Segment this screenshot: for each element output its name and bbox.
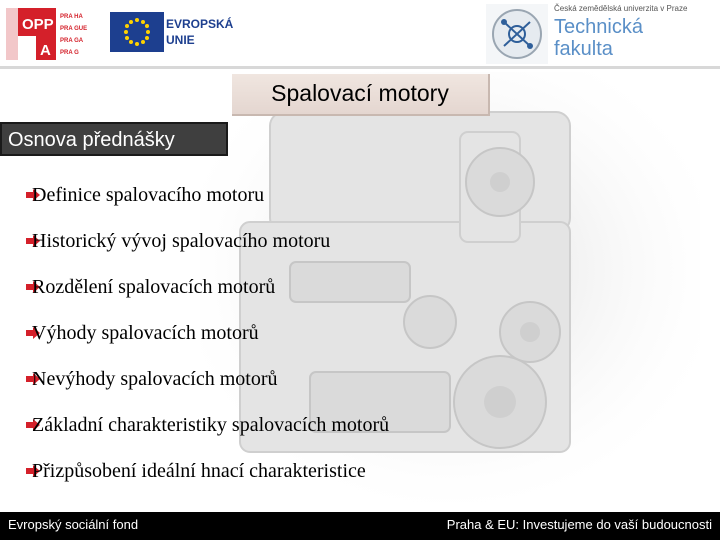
faculty-name-line-1: Technická — [554, 16, 643, 38]
bullet-text: Základní charakteristiky spalovacích motorů — [32, 414, 390, 436]
opp-logo-text-2: A — [40, 42, 51, 59]
prague-logo-text-4: PRA G — [60, 50, 79, 56]
bullet-text: Přizpůsobení ideální hnací charakteristice — [32, 460, 366, 482]
bullet-text: Historický vývoj spalovacího motoru — [32, 230, 331, 252]
slide-title: Spalovací motory — [271, 80, 449, 106]
prague-logo-text-3: PRA GA — [60, 38, 84, 44]
technicka-fakulta-logo — [484, 2, 716, 66]
faculty-emblem-icon — [486, 4, 548, 64]
section-header: Osnova přednášky — [8, 129, 175, 151]
bullet-text: Definice spalovacího motoru — [32, 184, 265, 206]
faculty-name — [554, 16, 643, 60]
footer-left-text: Evropský sociální fond — [8, 517, 139, 532]
prague-logo-text-2: PRA GUE — [60, 26, 88, 32]
opp-praha-logo — [6, 6, 106, 62]
bullet-text: Rozdělení spalovacích motorů — [32, 276, 276, 298]
faculty-name-line-2: fakulta — [554, 38, 613, 60]
header-bar — [0, 0, 720, 70]
slide-title-box — [232, 74, 490, 116]
opp-logo-text-1: OPP — [22, 16, 54, 33]
bullet-text: Výhody spalovacích motorů — [32, 322, 259, 344]
section-header-box — [0, 122, 228, 156]
eu-flag-icon — [110, 12, 164, 52]
bullet-text: Nevýhody spalovacích motorů — [32, 368, 278, 390]
footer-right-text: Praha & EU: Investujeme do vaší budoucnosti — [446, 517, 712, 532]
header-divider — [0, 66, 720, 69]
eu-logo — [108, 4, 242, 62]
prague-logo-text-1: PRA HA — [60, 14, 83, 20]
eu-logo-line-1: EVROPSKÁ — [166, 17, 234, 31]
footer-bar — [0, 512, 720, 540]
eu-logo-line-2: UNIE — [166, 33, 195, 47]
university-name: Česká zemědělská univerzita v Praze — [554, 4, 688, 13]
eu-logo-text — [166, 16, 233, 48]
